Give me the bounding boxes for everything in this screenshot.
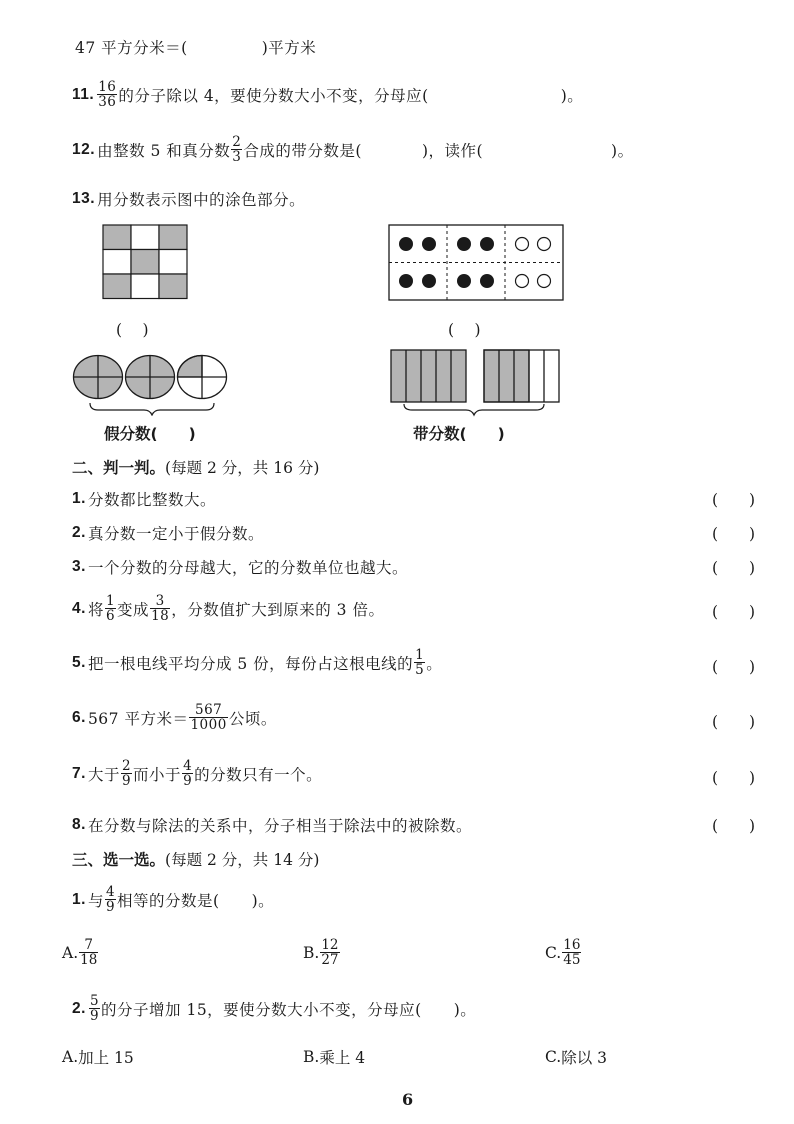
judge-item-2: 2. 真分数一定小于假分数。	[72, 524, 264, 543]
grid-cell	[131, 274, 159, 299]
judge-answer-5[interactable]: ( )	[712, 658, 756, 676]
empty-dot	[538, 275, 551, 288]
choice-question-1: 1. 与 4 9 相等的分数是( )。	[72, 884, 275, 915]
judge-item-4: 4. 将 1 6 变成 3 18 ，分数值扩大到原来的 3 倍。	[72, 593, 385, 624]
grid-cell	[131, 250, 159, 275]
filled-dot	[422, 237, 436, 251]
fraction: 12 27	[321, 937, 339, 968]
choice-1-option-b[interactable]: B. 12 27	[303, 937, 339, 968]
improper-fraction-caption: 假分数( )	[104, 425, 196, 443]
fraction: 567 1000	[190, 702, 227, 733]
choice-2-option-a[interactable]: A. 加上 15	[62, 1048, 134, 1067]
grid-cell	[103, 250, 131, 275]
brace	[404, 404, 544, 415]
fraction: 3 18	[151, 593, 170, 624]
judge-item-3: 3. 一个分数的分母越大，它的分数单位也越大。	[72, 558, 408, 577]
page-number: 6	[402, 1090, 414, 1109]
judge-answer-4[interactable]: ( )	[712, 603, 756, 621]
filled-dot	[399, 237, 413, 251]
fraction: 1 6	[105, 593, 116, 624]
grid-cell	[159, 225, 187, 250]
judge-answer-2[interactable]: ( )	[712, 525, 756, 543]
empty-dot	[516, 275, 529, 288]
fraction: 4 9	[183, 758, 193, 789]
fraction: 1 5	[415, 647, 425, 678]
judge-item-6: 6. 567 平方米＝ 567 1000 公顷。	[72, 702, 277, 733]
filled-dot	[480, 274, 494, 288]
shaded-grid-figure	[102, 224, 188, 300]
judge-answer-7[interactable]: ( )	[712, 769, 756, 787]
blank-figure-1[interactable]: ( )	[116, 321, 149, 339]
bars-figure	[390, 349, 564, 417]
judge-item-5: 5. 把一根电线平均分成 5 份，每份占这根电线的 1 5 。	[72, 647, 443, 678]
empty-dot	[516, 238, 529, 251]
judge-answer-3[interactable]: ( )	[712, 559, 756, 577]
grid-cell	[159, 250, 187, 275]
brace	[90, 403, 214, 415]
grid-cell	[131, 225, 159, 250]
judge-answer-1[interactable]: ( )	[712, 491, 756, 509]
blank-figure-2[interactable]: ( )	[448, 321, 481, 339]
fraction: 4 9	[105, 884, 116, 915]
choice-1-option-a[interactable]: A. 7 18	[62, 937, 98, 968]
filled-dot	[480, 237, 494, 251]
section-2-heading: 二、判一判。(每题 2 分，共 16 分)	[72, 459, 320, 477]
question-13: 13. 用分数表示图中的涂色部分。	[72, 190, 306, 209]
question-11: 11. 16 36 的分子除以 4，要使分数大小不变，分母应( )。	[72, 79, 584, 110]
mixed-number-caption: 带分数( )	[413, 425, 505, 443]
empty-dot	[538, 238, 551, 251]
filled-dot	[399, 274, 413, 288]
judge-item-8: 8. 在分数与除法的关系中，分子相当于除法中的被除数。	[72, 816, 472, 835]
fraction: 16 36	[98, 79, 117, 110]
choice-2-option-b[interactable]: B. 乘上 4	[303, 1048, 366, 1067]
circles-figure	[72, 354, 232, 416]
grid-cell	[103, 225, 131, 250]
dots-figure	[388, 224, 564, 302]
judge-item-7: 7. 大于 2 9 而小于 4 9 的分数只有一个。	[72, 758, 323, 789]
grid-cell	[159, 274, 187, 299]
judge-answer-6[interactable]: ( )	[712, 713, 756, 731]
filled-dot	[422, 274, 436, 288]
q10-continuation: 47 平方分米＝( )平方米	[75, 39, 317, 57]
fraction: 16 45	[563, 937, 581, 968]
fraction: 7 18	[80, 937, 98, 968]
grid-cell	[103, 274, 131, 299]
fraction: 2 3	[232, 134, 242, 165]
fraction: 2 9	[121, 758, 132, 789]
fraction: 5 9	[89, 993, 100, 1024]
choice-1-option-c[interactable]: C. 16 45	[545, 937, 581, 968]
filled-dot	[457, 274, 471, 288]
judge-item-1: 1. 分数都比整数大。	[72, 490, 216, 509]
choice-2-option-c[interactable]: C. 除以 3	[545, 1048, 608, 1067]
question-12: 12. 由整数 5 和真分数 2 3 合成的带分数是( )，读作( )。	[72, 134, 634, 165]
filled-dot	[457, 237, 471, 251]
judge-answer-8[interactable]: ( )	[712, 817, 756, 835]
section-3-heading: 三、选一选。(每题 2 分，共 14 分)	[72, 851, 320, 869]
choice-question-2: 2. 5 9 的分子增加 15，要使分数大小不变，分母应( )。	[72, 993, 477, 1024]
